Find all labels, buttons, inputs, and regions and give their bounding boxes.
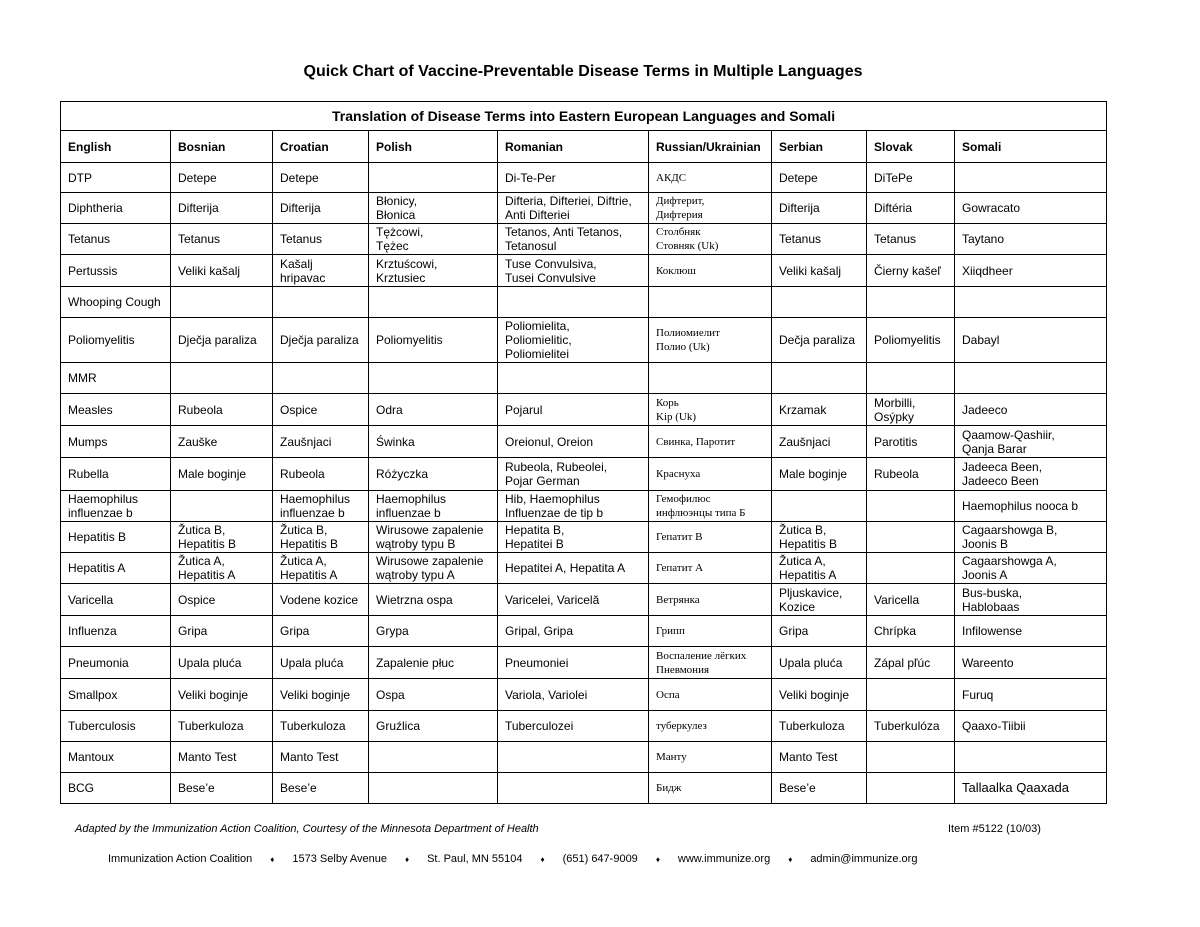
- translation-cell: Столбняк Стовняк (Uk): [649, 224, 772, 255]
- translation-cell: Бидж: [649, 773, 772, 804]
- translation-cell: [867, 679, 955, 711]
- translation-cell: Ospa: [369, 679, 498, 711]
- translation-cell: [171, 287, 273, 318]
- translation-cell: Di-Te-Per: [498, 163, 649, 193]
- page-title: Quick Chart of Vaccine-Preventable Disease Terms in Multiple Languages: [303, 63, 863, 80]
- translation-cell: Čierny kašeľ: [867, 255, 955, 287]
- separator-diamond: ♦: [270, 854, 275, 864]
- disease-name-cell: Varicella: [61, 584, 171, 616]
- translation-cell: Краснуха: [649, 458, 772, 491]
- translation-cell: Oreionul, Oreion: [498, 426, 649, 458]
- table-row: [61, 491, 1107, 522]
- translation-cell: Hepatita B, Hepatitei B: [498, 522, 649, 553]
- translation-cell: Diftéria: [867, 193, 955, 224]
- disease-name-cell: Pneumonia: [61, 647, 171, 679]
- translation-cell: Difterija: [273, 193, 369, 224]
- translation-cell: Infilowense: [955, 616, 1107, 647]
- translation-cell: Veliki boginje: [772, 679, 867, 711]
- contact-address: 1573 Selby Avenue: [292, 853, 387, 865]
- disease-name-cell: Smallpox: [61, 679, 171, 711]
- translation-cell: Bese’e: [171, 773, 273, 804]
- translation-cell: Tężcowi, Tężec: [369, 224, 498, 255]
- column-header: Croatian: [273, 131, 369, 163]
- column-header: Romanian: [498, 131, 649, 163]
- contact-city: St. Paul, MN 55104: [427, 853, 523, 865]
- translation-cell: Upala pluća: [171, 647, 273, 679]
- disease-name-cell: Measles: [61, 394, 171, 426]
- translation-cell: [867, 742, 955, 773]
- disease-name-cell: MMR: [61, 363, 171, 394]
- translation-cell: [955, 287, 1107, 318]
- table-row: [61, 394, 1107, 426]
- translation-cell: Rubeola, Rubeolei, Pojar German: [498, 458, 649, 491]
- translation-cell: Male boginje: [171, 458, 273, 491]
- translation-cell: Bese’e: [772, 773, 867, 804]
- translation-cell: Zaušnjaci: [772, 426, 867, 458]
- translation-cell: [955, 742, 1107, 773]
- translation-cell: Гемофилюс инфлюэнцы типа Б: [649, 491, 772, 522]
- table-row: [61, 426, 1107, 458]
- table-row: [61, 773, 1107, 804]
- translation-cell: Žutica A, Hepatitis A: [273, 553, 369, 584]
- table-header-row: [61, 131, 1107, 163]
- translation-cell: Upala pluća: [772, 647, 867, 679]
- translation-cell: туберкулез: [649, 711, 772, 742]
- translation-cell: Poliomyelitis: [867, 318, 955, 363]
- translation-cell: Pojarul: [498, 394, 649, 426]
- column-header: Bosnian: [171, 131, 273, 163]
- separator-diamond: ♦: [405, 854, 410, 864]
- translation-cell: Gripa: [171, 616, 273, 647]
- column-header: Slovak: [867, 131, 955, 163]
- item-number: Item #5122 (10/03): [948, 823, 1041, 835]
- translation-cell: Varicella: [867, 584, 955, 616]
- translation-cell: Qaamow-Qashiir, Qanja Barar: [955, 426, 1107, 458]
- translation-cell: Žutica B, Hepatitis B: [171, 522, 273, 553]
- disease-name-cell: Whooping Cough: [61, 287, 171, 318]
- translation-cell: [867, 491, 955, 522]
- translation-cell: [867, 553, 955, 584]
- translation-cell: Qaaxo-Tiibii: [955, 711, 1107, 742]
- translation-cell: Gripa: [273, 616, 369, 647]
- translation-cell: Грипп: [649, 616, 772, 647]
- translation-cell: [649, 363, 772, 394]
- column-header: English: [61, 131, 171, 163]
- column-header: Russian/Ukrainian: [649, 131, 772, 163]
- translation-cell: Gripa: [772, 616, 867, 647]
- translation-cell: [498, 363, 649, 394]
- translation-cell: [955, 163, 1107, 193]
- translation-cell: [369, 742, 498, 773]
- table-row: [61, 584, 1107, 616]
- translation-cell: Difteria, Difteriei, Diftrie, Anti Difteriei: [498, 193, 649, 224]
- disease-name-cell: Influenza: [61, 616, 171, 647]
- table-row: [61, 679, 1107, 711]
- translation-cell: Гепатит А: [649, 553, 772, 584]
- translation-cell: Xiiqdheer: [955, 255, 1107, 287]
- translation-cell: АКДС: [649, 163, 772, 193]
- translation-cell: Manto Test: [772, 742, 867, 773]
- table-row: [61, 458, 1107, 491]
- translation-cell: Odra: [369, 394, 498, 426]
- translation-cell: Pljuskavice, Kozice: [772, 584, 867, 616]
- translation-cell: [955, 363, 1107, 394]
- translation-cell: [171, 363, 273, 394]
- translation-cell: Kašalj hripavac: [273, 255, 369, 287]
- table-row: [61, 647, 1107, 679]
- translation-cell: Wirusowe zapalenie wątroby typu B: [369, 522, 498, 553]
- translation-cell: Коклюш: [649, 255, 772, 287]
- translation-cell: Манту: [649, 742, 772, 773]
- translation-cell: Tetanus: [171, 224, 273, 255]
- table-row: [61, 553, 1107, 584]
- disease-name-cell: Mumps: [61, 426, 171, 458]
- translation-cell: Vodene kozice: [273, 584, 369, 616]
- translation-cell: Pneumoniei: [498, 647, 649, 679]
- translation-cell: [867, 522, 955, 553]
- translation-cell: Gowracato: [955, 193, 1107, 224]
- translation-cell: Krztuścowi, Krztusiec: [369, 255, 498, 287]
- table-row: [61, 711, 1107, 742]
- translation-cell: Tuberkuloza: [772, 711, 867, 742]
- separator-diamond: ♦: [655, 854, 660, 864]
- disease-name-cell: BCG: [61, 773, 171, 804]
- translation-cell: Detepe: [772, 163, 867, 193]
- translation-cell: [867, 287, 955, 318]
- translation-cell: Tuberculozei: [498, 711, 649, 742]
- translation-cell: Jadeeco: [955, 394, 1107, 426]
- disease-name-cell: Poliomyelitis: [61, 318, 171, 363]
- translation-cell: Wareento: [955, 647, 1107, 679]
- column-header: Polish: [369, 131, 498, 163]
- translation-cell: Rubeola: [171, 394, 273, 426]
- table-row: [61, 616, 1107, 647]
- translation-cell: Tuberkuloza: [171, 711, 273, 742]
- translation-cell: Zaušnjaci: [273, 426, 369, 458]
- translation-cell: [498, 742, 649, 773]
- translation-cell: [369, 773, 498, 804]
- translation-cell: Variola, Variolei: [498, 679, 649, 711]
- contact-line: [108, 853, 1048, 865]
- translation-cell: [867, 363, 955, 394]
- translation-cell: Różyczka: [369, 458, 498, 491]
- disease-name-cell: Tuberculosis: [61, 711, 171, 742]
- translation-cell: Zápal pľúc: [867, 647, 955, 679]
- translation-cell: Male boginje: [772, 458, 867, 491]
- translation-cell: Upala pluća: [273, 647, 369, 679]
- translation-cell: Veliki kašalj: [171, 255, 273, 287]
- translation-cell: DiTePe: [867, 163, 955, 193]
- translation-cell: Dječja paraliza: [171, 318, 273, 363]
- table-row: [61, 742, 1107, 773]
- translation-cell: [369, 363, 498, 394]
- translation-cell: Воспаление лёгких Пневмония: [649, 647, 772, 679]
- translation-cell: Manto Test: [171, 742, 273, 773]
- disease-name-cell: Tetanus: [61, 224, 171, 255]
- table-row: [61, 163, 1107, 193]
- translation-cell: Świnka: [369, 426, 498, 458]
- translation-cell: Ветрянка: [649, 584, 772, 616]
- translation-cell: [649, 287, 772, 318]
- contact-phone: (651) 647-9009: [562, 853, 638, 865]
- translation-cell: Wirusowe zapalenie wątroby typu A: [369, 553, 498, 584]
- translation-cell: [273, 363, 369, 394]
- translation-cell: Tuberkuloza: [273, 711, 369, 742]
- translation-cell: Taytano: [955, 224, 1107, 255]
- translation-cell: Корь Kip (Uk): [649, 394, 772, 426]
- translation-cell: [772, 287, 867, 318]
- table-row: [61, 255, 1107, 287]
- translation-cell: Rubeola: [273, 458, 369, 491]
- translation-cell: Haemophilus nooca b: [955, 491, 1107, 522]
- disease-terms-table: [60, 101, 1107, 804]
- disease-name-cell: Haemophilus influenzae b: [61, 491, 171, 522]
- translation-cell: Hepatitei A, Hepatita A: [498, 553, 649, 584]
- translation-cell: Dečja paraliza: [772, 318, 867, 363]
- translation-cell: Krzamak: [772, 394, 867, 426]
- translation-cell: Difterija: [772, 193, 867, 224]
- translation-cell: [498, 287, 649, 318]
- table-row: [61, 287, 1107, 318]
- translation-cell: Žutica A, Hepatitis A: [171, 553, 273, 584]
- translation-cell: [498, 773, 649, 804]
- translation-cell: Tallaalka Qaaxada: [955, 773, 1107, 804]
- separator-diamond: ♦: [788, 854, 793, 864]
- disease-name-cell: Rubella: [61, 458, 171, 491]
- translation-cell: Tetanus: [772, 224, 867, 255]
- translation-cell: [369, 287, 498, 318]
- disease-name-cell: Hepatitis A: [61, 553, 171, 584]
- translation-cell: Гепатит В: [649, 522, 772, 553]
- translation-cell: Tetanos, Anti Tetanos, Tetanosul: [498, 224, 649, 255]
- translation-cell: Dabayl: [955, 318, 1107, 363]
- disease-name-cell: Pertussis: [61, 255, 171, 287]
- translation-cell: Błonicy, Błonica: [369, 193, 498, 224]
- contact-email[interactable]: admin@immunize.org: [810, 853, 918, 865]
- translation-cell: Varicelei, Varicelă: [498, 584, 649, 616]
- translation-cell: Zapalenie płuc: [369, 647, 498, 679]
- translation-cell: Poliomyelitis: [369, 318, 498, 363]
- translation-cell: Полиомиелит Полио (Uk): [649, 318, 772, 363]
- translation-cell: Gruźlica: [369, 711, 498, 742]
- translation-cell: Zauške: [171, 426, 273, 458]
- translation-cell: [369, 163, 498, 193]
- table-row: [61, 193, 1107, 224]
- translation-cell: Свинка, Паротит: [649, 426, 772, 458]
- translation-cell: Manto Test: [273, 742, 369, 773]
- translation-cell: Grypa: [369, 616, 498, 647]
- translation-cell: Žutica B, Hepatitis B: [772, 522, 867, 553]
- translation-cell: Poliomielita, Poliomielitic, Poliomielitei: [498, 318, 649, 363]
- translation-cell: Bese’e: [273, 773, 369, 804]
- disease-name-cell: DTP: [61, 163, 171, 193]
- translation-cell: Furuq: [955, 679, 1107, 711]
- table-caption: Translation of Disease Terms into Eastern European Languages and Somali: [61, 102, 1107, 131]
- contact-org: Immunization Action Coalition: [108, 853, 253, 865]
- translation-cell: Rubeola: [867, 458, 955, 491]
- translation-cell: [867, 773, 955, 804]
- separator-diamond: ♦: [540, 854, 545, 864]
- translation-cell: Žutica A, Hepatitis A: [772, 553, 867, 584]
- translation-cell: Detepe: [273, 163, 369, 193]
- translation-cell: Veliki boginje: [273, 679, 369, 711]
- translation-cell: [772, 491, 867, 522]
- table-row: [61, 318, 1107, 363]
- credit-note: Adapted by the Immunization Action Coalition, Courtesy of the Minnesota Department of Health: [75, 823, 539, 835]
- translation-cell: Veliki boginje: [171, 679, 273, 711]
- translation-cell: [772, 363, 867, 394]
- disease-name-cell: Mantoux: [61, 742, 171, 773]
- translation-cell: Cagaarshowga B, Joonis B: [955, 522, 1107, 553]
- translation-cell: [171, 491, 273, 522]
- translation-cell: Bus-buska, Hablobaas: [955, 584, 1107, 616]
- disease-name-cell: Hepatitis B: [61, 522, 171, 553]
- translation-cell: Wietrzna ospa: [369, 584, 498, 616]
- translation-cell: Tetanus: [273, 224, 369, 255]
- column-header: Serbian: [772, 131, 867, 163]
- contact-web[interactable]: www.immunize.org: [677, 853, 771, 865]
- translation-cell: Ospice: [171, 584, 273, 616]
- translation-cell: Morbilli, Osýpky: [867, 394, 955, 426]
- translation-cell: [273, 287, 369, 318]
- translation-cell: Parotitis: [867, 426, 955, 458]
- translation-cell: Tuberkulóza: [867, 711, 955, 742]
- translation-cell: Gripal, Gripa: [498, 616, 649, 647]
- column-header: Somali: [955, 131, 1107, 163]
- translation-cell: Chrípka: [867, 616, 955, 647]
- table-row: [61, 224, 1107, 255]
- translation-cell: Tuse Convulsiva, Tusei Convulsive: [498, 255, 649, 287]
- translation-cell: Veliki kašalj: [772, 255, 867, 287]
- translation-cell: Jadeeca Been, Jadeeco Been: [955, 458, 1107, 491]
- translation-cell: Cagaarshowga A, Joonis A: [955, 553, 1107, 584]
- translation-cell: Haemophilus influenzae b: [369, 491, 498, 522]
- translation-cell: Ospice: [273, 394, 369, 426]
- table-row: [61, 522, 1107, 553]
- translation-cell: Difterija: [171, 193, 273, 224]
- translation-cell: Žutica B, Hepatitis B: [273, 522, 369, 553]
- translation-cell: Dječja paraliza: [273, 318, 369, 363]
- translation-cell: Haemophilus influenzae b: [273, 491, 369, 522]
- translation-cell: Дифтерит, Дифтерия: [649, 193, 772, 224]
- translation-cell: Hib, Haemophilus Influenzae de tip b: [498, 491, 649, 522]
- translation-cell: Detepe: [171, 163, 273, 193]
- table-row: [61, 363, 1107, 394]
- disease-name-cell: Diphtheria: [61, 193, 171, 224]
- translation-cell: Tetanus: [867, 224, 955, 255]
- translation-cell: Оспа: [649, 679, 772, 711]
